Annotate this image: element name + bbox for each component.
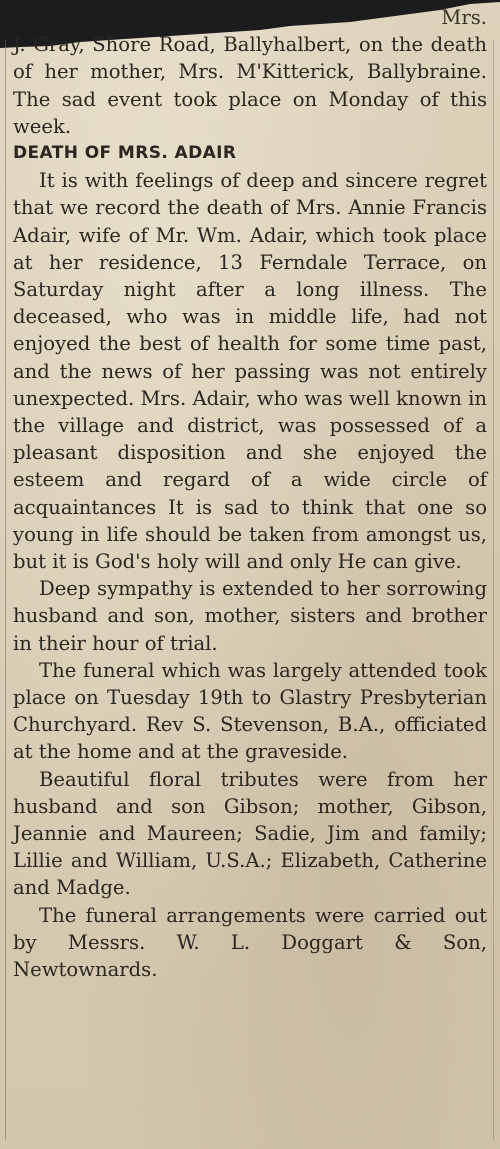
column-rule-left (5, 40, 6, 1140)
paragraph: The funeral arrangements were carried out by Messrs. W. L. Doggart & Son, Newtownards. (13, 903, 487, 982)
paragraph: The funeral which was largely attended took place on Tuesday 19th to Glastry Presbyterian Churchyard. Rev S. Stevenson, B.A., officiated at the home and at the graveside. (13, 658, 487, 764)
preceding-top-line: Mrs. (441, 6, 487, 29)
preceding-fragment: J. Gray, Shore Road, Ballyhalbert, on the death of her mother, Mrs. M'Kitterick, Ballybraine. The sad event took place on Monday of this week. (13, 33, 487, 138)
paragraph: Deep sympathy is extended to her sorrowing husband and son, mother, sisters and brother in their hour of trial. (13, 577, 487, 655)
article-heading: DEATH OF MRS. ADAIR (13, 143, 237, 163)
column-rule-right (493, 40, 494, 1140)
paragraph: Beautiful floral tributes were from her husband and son Gibson; mother, Gibson, Jeannie and Maureen; Sadie, Jim and family; Lillie and William, U.S.A.; Elizabeth, Catherine and Madge. (13, 767, 487, 900)
article-text (13, 4, 487, 983)
paragraph: It is with feelings of deep and sincere regret that we record the death of Mrs. Annie Francis Adair, wife of Mr. Wm. Adair, which took place at her residence, 13 Ferndale Terrace, on Saturday night after a long illness. The deceased, who was in middle life, had not enjoyed the best of health for some time past, and the news of her passing was not entirely unexpected. Mrs. Adair, who was well known in the village and district, was possessed of a pleasant disposition and she enjoyed the esteem and regard of a wide circle of acquaintances It is sad to think that one so young in life should be taken from amongst us, but it is God's holy will and only He can give. (13, 169, 487, 574)
